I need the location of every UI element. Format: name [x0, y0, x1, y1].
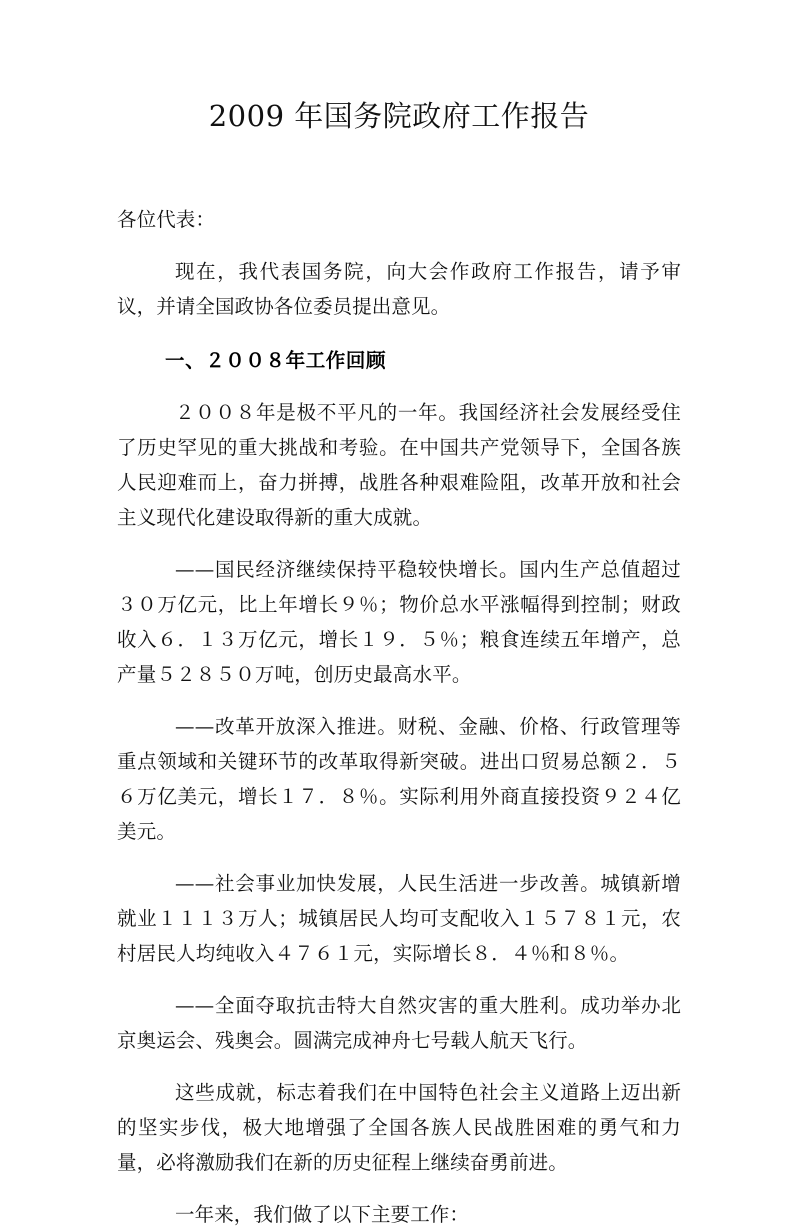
opening-paragraph: 现在，我代表国务院，向大会作政府工作报告，请予审议，并请全国政协各位委员提出意见。	[117, 260, 681, 318]
document-body	[117, 0, 681, 1232]
paragraph-year-work-lead-in: 一年来，我们做了以下主要工作：	[175, 1203, 470, 1226]
paragraph-2008-overview: ２００８年是极不平凡的一年。我国经济社会发展经受住了历史罕见的重大挑战和考验。在中国共产党领导下，全国各族人民迎难而上，奋力拼搏，战胜各种艰难险阻，改革开放和社会主义现代化建设取得新的重大成就。	[117, 401, 681, 529]
paragraph-reform-opening: ——改革开放深入推进。财税、金融、价格、行政管理等重点领域和关键环节的改革取得新突破。进出口贸易总额２．５６万亿美元，增长１７．８％。实际利用外商直接投资９２４亿美元。	[117, 715, 681, 843]
paragraph-social-welfare: ——社会事业加快发展，人民生活进一步改善。城镇新增就业１１１３万人；城镇居民人均可支配收入１５７８１元，农村居民人均纯收入４７６１元，实际增长８．４％和８％。	[117, 872, 681, 965]
heading-bottom-gap	[117, 378, 681, 395]
paragraph-achievements-summary: 这些成就，标志着我们在中国特色社会主义道路上迈出新的坚实步伐，极大地增强了全国各族人民战胜困难的勇气和力量，必将激励我们在新的历史征程上继续奋勇前进。	[117, 1081, 681, 1174]
title-spacer	[117, 136, 681, 202]
salutation: 各位代表：	[117, 208, 216, 231]
paragraph-disaster-olympics: ——全面夺取抗击特大自然灾害的重大胜利。成功举办北京奥运会、残奥会。圆满完成神舟七号载人航天飞行。	[117, 994, 681, 1052]
heading-top-gap	[117, 324, 681, 343]
page-title: 2009 年国务院政府工作报告	[208, 99, 590, 133]
section-heading-2008-review: 一、２００８年工作回顾	[165, 349, 387, 372]
paragraph-economy-growth: ——国民经济继续保持平稳较快增长。国内生产总值超过３０万亿元，比上年增长９％；物价总水平涨幅得到控制；财政收入６．１３万亿元，增长１９．５％；粮食连续五年增产，总产量５２８５０万吨，创历史最高水平。	[117, 558, 681, 686]
